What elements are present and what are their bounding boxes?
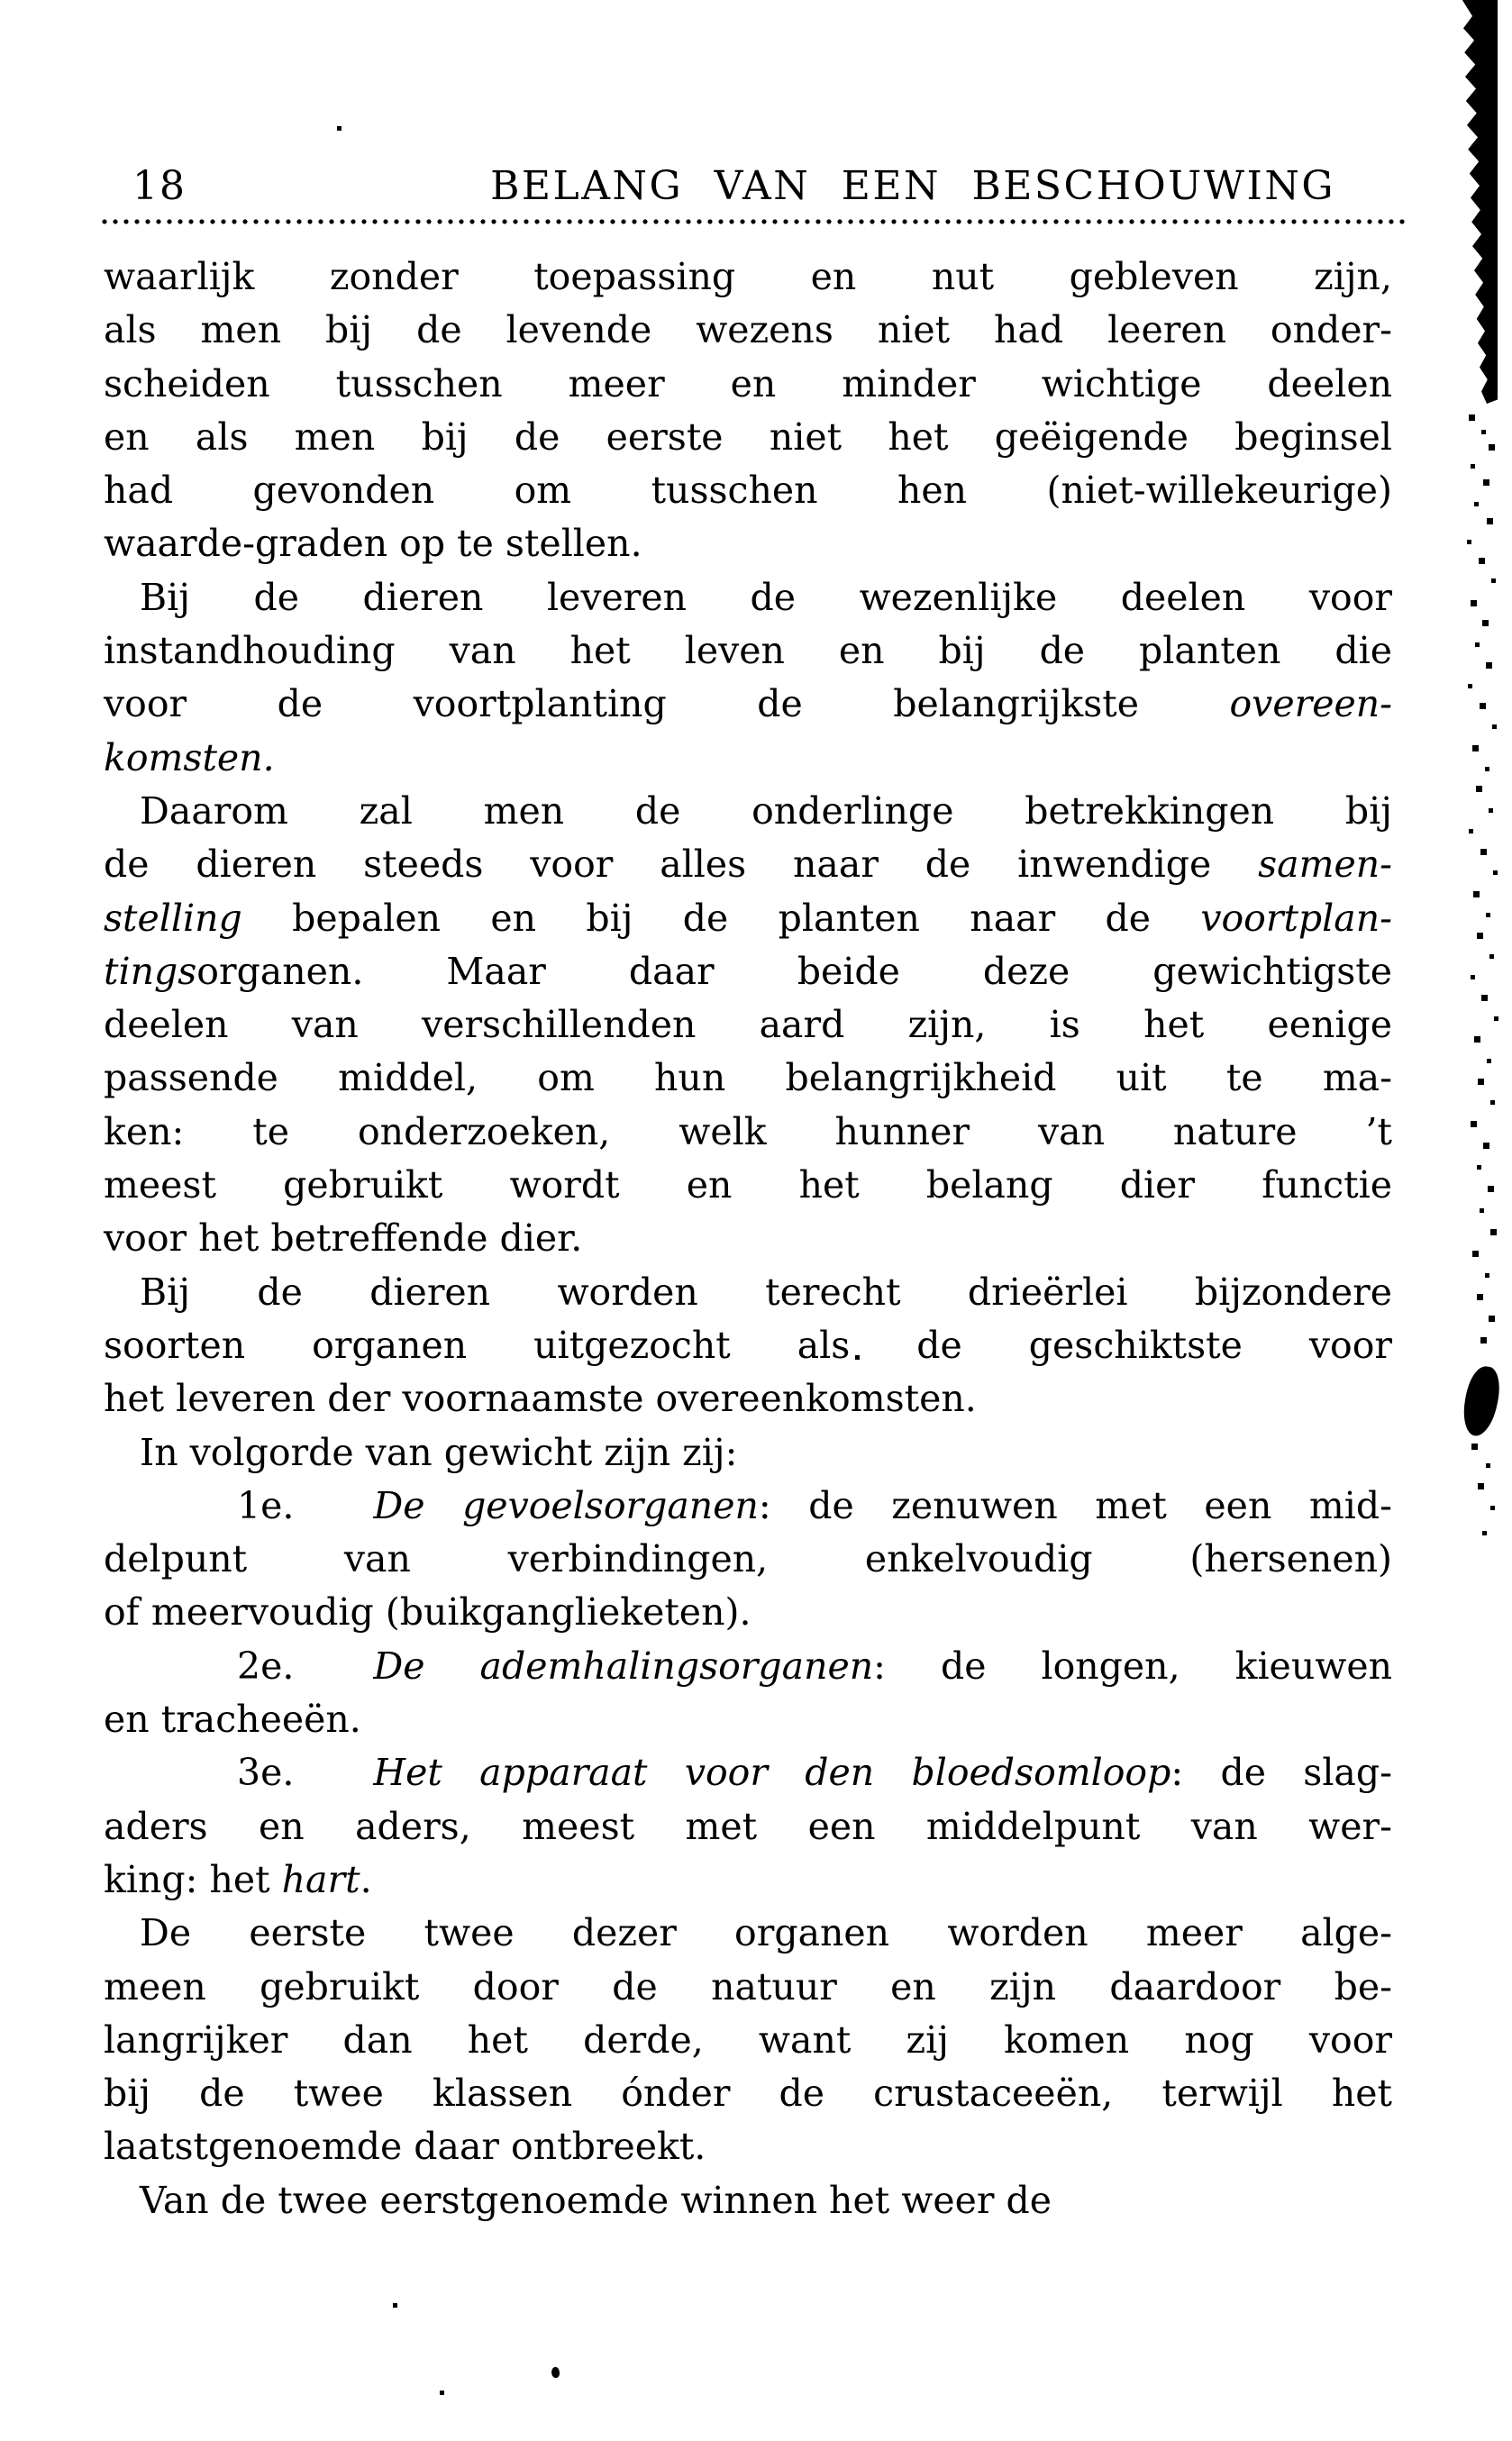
text-line (104, 732, 1392, 785)
text-segment: voor het betreffende dier. (104, 1216, 583, 1261)
text-segment: king: het (104, 1857, 282, 1901)
text-line (104, 2014, 1392, 2067)
text-line (104, 1266, 1392, 1319)
text-segment: ken: te onderzoeken, welk hunner van nature ’t (104, 1109, 1392, 1153)
text-segment: soorten organen uitgezocht als de geschiktste voor (104, 1323, 1392, 1367)
text-segment: bepalen en bij de planten naar de (241, 896, 1201, 940)
italic-text-segment: overeen- (1229, 682, 1392, 726)
text-segment: deelen van verschillenden aard zijn, is het eenige (104, 1003, 1392, 1047)
running-title: BELANG VAN EEN BESCHOUWING (490, 163, 1335, 209)
text-line (104, 1907, 1392, 1960)
text-segment: 2e. (237, 1644, 295, 1688)
text-segment: passende middel, om hun belangrijkheid uit te ma- (104, 1056, 1392, 1100)
italic-text-segment: komsten. (104, 735, 275, 779)
text-segment: meen gebruikt door de natuur en zijn daardoor be- (104, 1964, 1392, 2008)
text-line (104, 624, 1392, 678)
text-line (104, 1640, 1392, 1693)
text-segment: bij de twee klassen ónder de crustaceeën, terwijl het (104, 2072, 1392, 2116)
running-header (104, 163, 1406, 209)
text-line (104, 464, 1392, 517)
text-line (104, 1319, 1392, 1372)
text-segment: voor de voortplanting de belangrijkste (104, 682, 1230, 726)
text-line (104, 998, 1392, 1052)
italic-text-segment: stelling (104, 896, 242, 940)
text-line (104, 1746, 1392, 1799)
text-line (104, 1106, 1392, 1159)
text-segment: als men bij de levende wezens niet had leeren onder- (104, 308, 1392, 352)
text-segment: : de zenuwen met een mid- (758, 1483, 1392, 1527)
ink-dot-artifact (551, 2366, 561, 2379)
text-segment: of meervoudig (buikganglieketen). (104, 1590, 751, 1635)
text-segment: aders en aders, meest met een middelpunt van wer- (104, 1804, 1392, 1848)
text-segment: meest gebruikt wordt en het belang dier functie (104, 1163, 1392, 1207)
italic-text-segment: Het apparaat voor den bloedsomloop (373, 1751, 1171, 1795)
text-segment: waarlijk zonder toepassing en nut gebleven zijn, (104, 255, 1392, 298)
text-segment: delpunt van verbindingen, enkelvoudig (hersenen) (104, 1537, 1392, 1581)
body-text (104, 250, 1392, 2227)
text-segment: instandhouding van het leven en bij de planten die (104, 629, 1392, 673)
italic-text-segment: samen- (1258, 843, 1392, 887)
text-line (104, 892, 1392, 945)
text-segment: waarde-graden op te stellen. (104, 522, 642, 566)
text-segment: Bij de dieren leveren de wezenlijke deelen voor (140, 575, 1392, 619)
text-line (104, 1480, 1392, 1533)
text-segment: : de longen, kieuwen (873, 1644, 1392, 1688)
text-line (104, 250, 1392, 304)
text-line (104, 1800, 1392, 1854)
text-line (104, 2174, 1392, 2227)
text-segment: langrijker dan het derde, want zij komen nog voor (104, 2017, 1392, 2062)
text-line (104, 838, 1392, 891)
text-line (104, 1212, 1392, 1265)
text-line (104, 571, 1392, 624)
text-line (104, 678, 1392, 731)
text-segment: het leveren der voornaamste overeenkomsten. (104, 1377, 977, 1421)
text-line (104, 517, 1392, 570)
ink-blot-artifact (1460, 1363, 1504, 1438)
text-segment: scheiden tusschen meer en minder wichtige deelen (104, 361, 1392, 405)
italic-text-segment: tings (104, 949, 197, 993)
text-segment: Daarom zal men de onderlinge betrekkingen bij (140, 788, 1392, 833)
text-line (104, 411, 1392, 464)
text-line (104, 1426, 1392, 1480)
text-line (104, 1052, 1392, 1105)
text-segment: de dieren steeds voor alles naar de inwendige (104, 843, 1259, 887)
text-segment: 3e. (237, 1751, 295, 1795)
italic-text-segment: De ademhalingsorganen (373, 1644, 874, 1688)
text-segment: Bij de dieren worden terecht drieërlei bijzondere (140, 1270, 1392, 1314)
text-line (104, 1961, 1392, 2014)
text-segment: en als men bij de eerste niet het geëigende beginsel (104, 414, 1392, 459)
page-number: 18 (132, 163, 187, 209)
text-segment: Van de twee eerstgenoemde winnen het weer de (140, 2178, 1052, 2222)
text-line (104, 1159, 1392, 1212)
text-line (104, 785, 1392, 838)
text-line (104, 1586, 1392, 1639)
text-line (104, 1854, 1392, 1907)
text-segment: In volgorde van gewicht zijn zij: (140, 1430, 738, 1474)
text-segment: organen. Maar daar beide deze gewichtigste (196, 949, 1392, 993)
text-segment: De eerste twee dezer organen worden meer alge- (140, 1911, 1392, 1955)
text-line (104, 1533, 1392, 1586)
scan-edge-artifact (1462, 0, 1498, 404)
text-segment: 1e. (237, 1483, 295, 1527)
text-line (104, 2120, 1392, 2173)
text-line (104, 1693, 1392, 1746)
text-line (104, 358, 1392, 411)
text-line (104, 2067, 1392, 2120)
text-line (104, 945, 1392, 998)
text-segment: laatstgenoemde daar ontbreekt. (104, 2125, 706, 2169)
italic-text-segment: De gevoelsorganen (373, 1483, 759, 1527)
text-line (104, 1372, 1392, 1425)
dotted-rule (102, 219, 1408, 224)
italic-text-segment: hart (281, 1857, 360, 1901)
text-segment: en tracheeën. (104, 1698, 361, 1742)
text-line (104, 304, 1392, 357)
scan-speckles (0, 0, 3, 3)
text-segment: had gevonden om tusschen hen (niet-willekeurige) (104, 469, 1392, 513)
text-segment: : de slag- (1170, 1751, 1392, 1795)
italic-text-segment: voortplan- (1200, 896, 1392, 940)
text-segment: . (360, 1857, 372, 1901)
